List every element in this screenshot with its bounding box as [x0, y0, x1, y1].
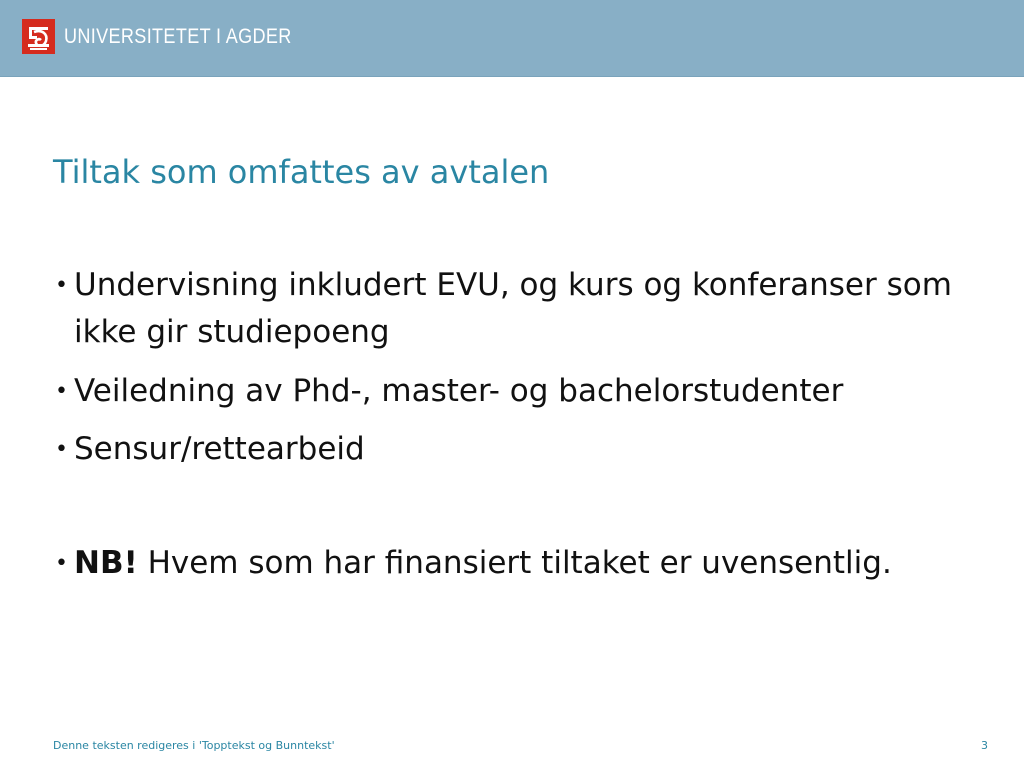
bullet-icon: • — [55, 551, 68, 576]
slide-title: Tiltak som omfattes av avtalen — [53, 153, 550, 191]
slide-content — [53, 262, 1003, 587]
logo-text: UNIVERSITETET I AGDER — [64, 25, 292, 48]
note-bullet — [53, 540, 1003, 587]
uia-logo-icon — [22, 19, 55, 54]
bullet-icon: • — [55, 273, 68, 298]
footer-text: Denne teksten redigeres i 'Topptekst og Bunntekst' — [53, 739, 335, 752]
bullet-item — [53, 426, 1003, 473]
bullet-item — [53, 262, 1003, 356]
bullet-text: Sensur/rettearbeid — [74, 431, 365, 467]
page-number: 3 — [981, 739, 988, 752]
bullet-icon: • — [55, 437, 68, 462]
bullet-icon: • — [55, 379, 68, 404]
bullet-text: Veiledning av Phd-, master- og bachelorstudenter — [74, 373, 844, 409]
header-bar — [0, 0, 1024, 77]
bullet-text: Undervisning inkludert EVU, og kurs og konferanser som ikke gir studiepoeng — [74, 267, 952, 350]
note-text: Hvem som har finansiert tiltaket er uvensentlig. — [137, 545, 892, 581]
bullet-item — [53, 368, 1003, 415]
note-label: NB! — [74, 545, 138, 581]
